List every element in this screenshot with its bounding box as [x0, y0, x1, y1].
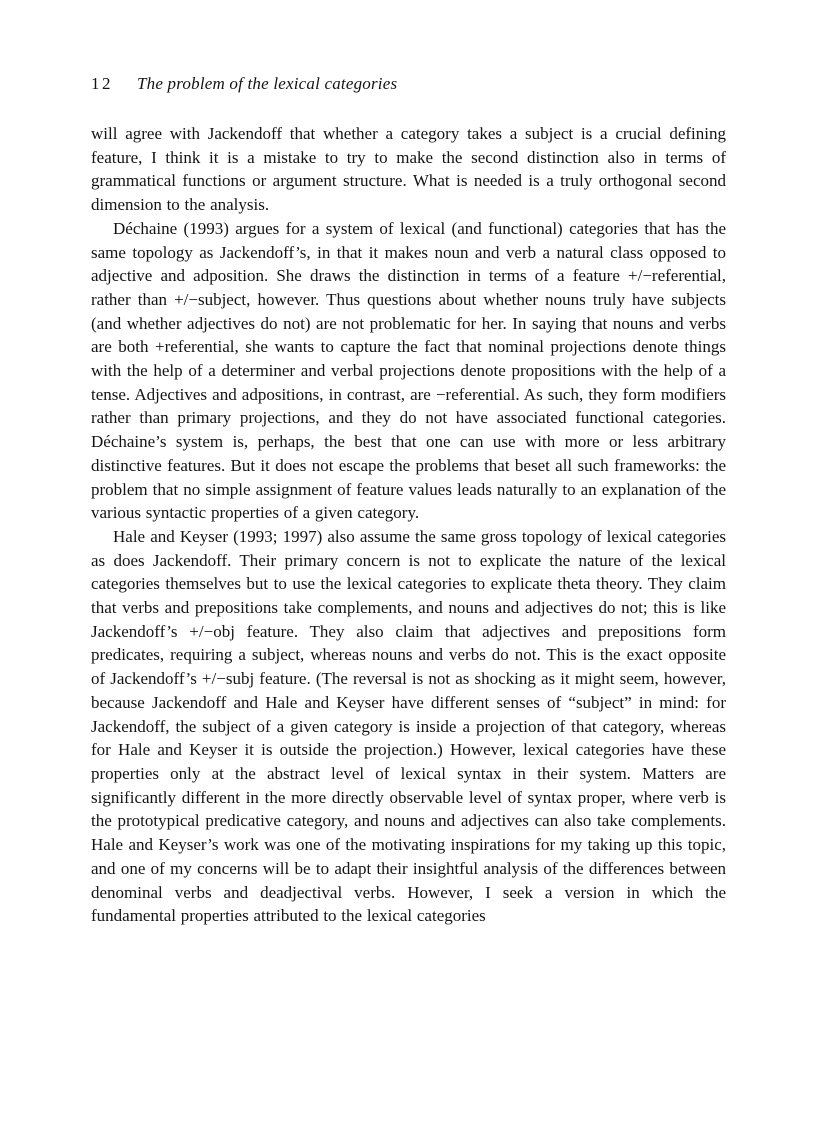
paragraph: Déchaine (1993) argues for a system of lexical (and functional) categories that has the same topology as Jackendoff’s, in that it makes noun and verb a natural class opposed to adjective and adposition. She draws the distinction in terms of a feature +/−referential, rather than +/−subject, however. Thus questions about whether nouns truly have subjects (and whether adjectives do not) are not problematic for her. In saying that nouns and verbs are both +referential, she wants to capture the fact that nominal projections denote things with the help of a determiner and verbal projections denote propositions with the help of a tense. Adjectives and adpositions, in contrast, are −referential. As such, they form modifiers rather than primary projections, and they do not have associated functional categories. Déchaine’s system is, perhaps, the best that one can use with more or less arbitrary distinctive features. But it does not escape the problems that beset all such frameworks: the problem that no simple assignment of feature values leads naturally to an explanation of the various syntactic properties of a given category. — [91, 218, 726, 523]
page-number: 12 — [91, 74, 113, 93]
paragraph: Hale and Keyser (1993; 1997) also assume the same gross topology of lexical categories as does Jackendoff. Their primary concern is not to explicate the nature of the lexical categories themselves but to use the lexical categories to explicate theta theory. They claim that verbs and prepositions take complements, and nouns and adjectives do not; this is like Jackendoff’s +/−obj feature. They also claim that adjectives and prepositions form predicates, requiring a subject, whereas nouns and verbs do not. This is the exact opposite of Jackendoff’s +/−subj feature. (The reversal is not as shocking as it might seem, however, because Jackendoff and Hale and Keyser have different senses of “subject” in mind: for Jackendoff, the subject of a given category is inside a projection of that category, whereas for Hale and Keyser it is outside the projection.) However, lexical categories have these properties only at the abstract level of lexical syntax in their system. Matters are significantly different in the more directly observable level of syntax proper, where verb is the prototypical predicative category, and nouns and adjectives can also take complements. Hale and Keyser’s work was one of the motivating inspirations for my taking up this topic, and one of my concerns will be to adapt their insightful analysis of the differences between denominal verbs and deadjectival verbs. However, I seek a version in which the fundamental properties attributed to the lexical categories — [91, 526, 726, 926]
paragraph: will agree with Jackendoff that whether a category takes a subject is a crucial defining feature, I think it is a mistake to try to make the second distinction also in terms of grammatical functions or argument structure. What is needed is a truly orthogonal second dimension to the analysis. — [91, 124, 726, 215]
page-header — [91, 72, 726, 95]
running-head: The problem of the lexical categories — [137, 74, 398, 93]
page-body — [91, 122, 726, 928]
